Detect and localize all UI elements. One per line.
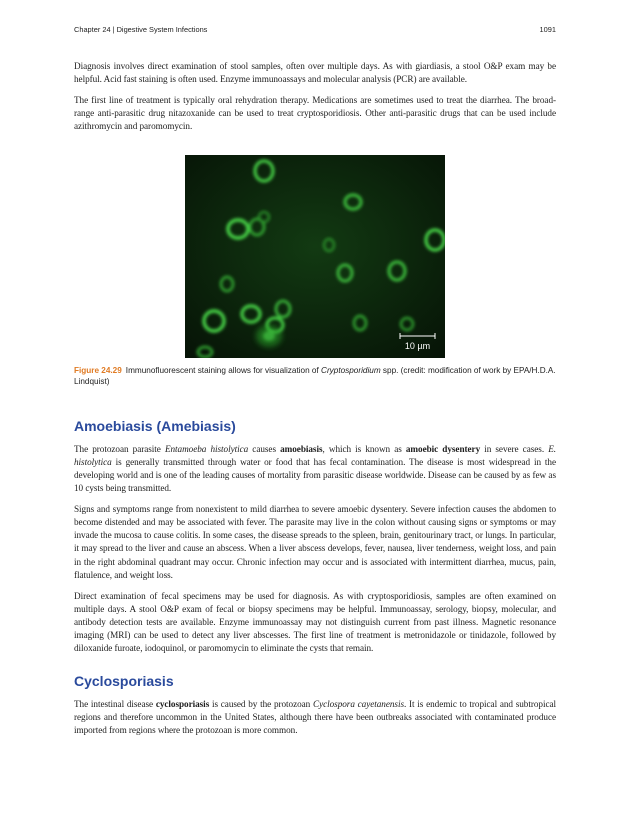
caption-credit: spp. (credit: modification of work by EPA/H.D.A. Lindquist) <box>74 365 556 386</box>
page-number: 1091 <box>539 25 556 34</box>
term-entamoeba: Entamoeba histolytica <box>164 443 249 454</box>
term-cyclospora: Cyclospora cayetanensis <box>313 698 404 709</box>
figure-24-29 <box>74 155 556 387</box>
page-content <box>74 60 556 745</box>
term-amoebic-dysentery: amoebic dysentery <box>405 443 481 454</box>
figure-caption <box>74 365 556 387</box>
scale-bar <box>400 333 435 351</box>
scale-bar-label: 10 µm <box>404 340 431 351</box>
cyclosporiasis-paragraph-intro: The intestinal disease cyclosporiasis is caused by the protozoan Cyclospora cayetanensis. It is endemic to tropical and subtropical regions and therefore uncommon in the United States, although there have been outbreaks associated with contaminated produce imported from regions where the protozoan is more common. <box>74 698 557 735</box>
running-header <box>74 25 556 34</box>
micrograph-image <box>185 155 445 358</box>
crypto-paragraph-diagnosis: Diagnosis involves direct examination of stool samples, often over multiple days. As with giardiasis, a stool O&P exam may be helpful. Acid fast staining is often used. Enzyme immunoassays and molecular analysis (PCR) are available. <box>74 61 556 85</box>
section-heading-amoebiasis: Amoebiasis (Amebiasis) <box>74 417 236 434</box>
chapter-title: Chapter 24 | Digestive System Infections <box>74 25 208 34</box>
term-cyclosporiasis: cyclosporiasis <box>155 698 210 709</box>
crypto-paragraph-treatment: The first line of treatment is typically oral rehydration therapy. Medications are sometimes used to treat the diarrhea. The broad-range anti-parasitic drug nitazoxanide can be used to treat cryptosporidiosis. Other anti-parasitic drugs that can be used include azithromycin and paromomycin. <box>74 94 556 132</box>
caption-text: Immunofluorescent staining allows for visualization of <box>125 365 322 375</box>
term-e-histolytica: E. histolytica <box>74 443 556 467</box>
caption-genus: Cryptosporidium <box>321 365 381 375</box>
amoebiasis-paragraph-symptoms: Signs and symptoms range from nonexistent to mild diarrhea to severe amoebic dysentery. Severe infection causes the abdomen to become distended and may be associated with fever. The parasite may live in the colon without causing signs or symptoms or may invade the mucosa to cause colitis. In some cases, the disease spreads to the spleen, brain, genitourinary tract, or lungs. In particular, it may spread to the liver and cause an abscess. When a liver abscess develops, fever, nausea, liver tenderness, weight loss, and pain in the right abdominal quadrant may occur. Chronic infection may occur and is associated with intermittent diarrhea, mucus, pain, flatulence, and weight loss. <box>74 503 556 580</box>
amoebiasis-paragraph-diagnosis: Direct examination of fecal specimens may be used for diagnosis. As with cryptosporidiosis, samples are often examined on multiple days. A stool O&P exam of fecal or biopsy specimens may be helpful. Immunoassay, serology, biopsy, molecular, and antibody detection tests are available. Enzyme immunoassay may not distinguish current from past illness. Magnetic resonance imaging (MRI) can be used to detect any liver abscesses. The first line of treatment is metronidazole or tinidazole, followed by diloxanide furoate, iodoquinol, or paromomycin to eliminate the cysts that remain. <box>74 590 556 654</box>
amoebiasis-paragraph-intro: The protozoan parasite Entamoeba histolytica causes amoebiasis, which is known as amoebic dysentery in severe cases. E. histolytica is generally transmitted through water or food that has fecal contamination. The disease is most widespread in the developing world and is one of the leading causes of mortality from parasitic disease worldwide. Disease can be caused by as few as 10 cysts being transmitted. <box>74 443 556 494</box>
term-amoebiasis: amoebiasis <box>280 443 323 454</box>
figure-label: Figure 24.29 <box>74 365 122 375</box>
section-heading-cyclosporiasis: Cyclosporiasis <box>74 672 174 689</box>
